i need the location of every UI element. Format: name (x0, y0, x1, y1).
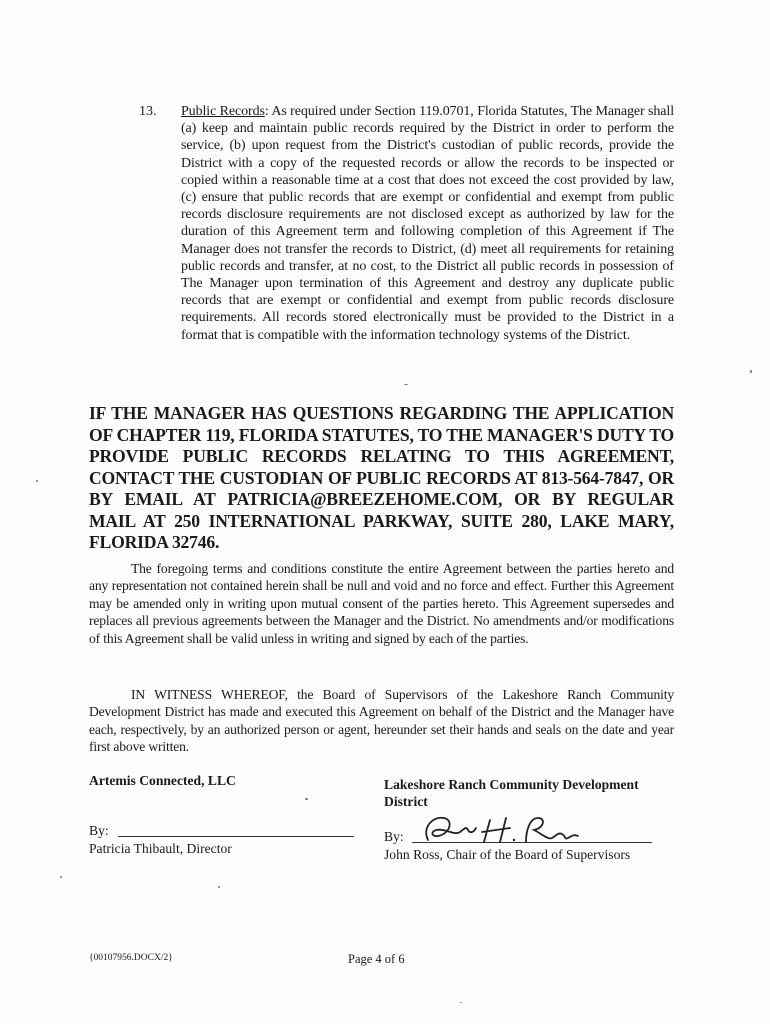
section-number: 13. (139, 104, 157, 119)
left-by-label: By: (89, 823, 109, 838)
right-signer-name: John Ross, Chair of the Board of Supervisors (384, 847, 631, 862)
left-party-name: Artemis Connected, LLC (89, 773, 236, 788)
right-by-label: By: (384, 829, 404, 844)
scan-speck (36, 480, 38, 482)
public-records-section (181, 103, 674, 344)
scan-speck (404, 384, 408, 385)
witness-paragraph: IN WITNESS WHEREOF, the Board of Supervisors of the Lakeshore Ranch Community Development District has made and executed this Agreement on behalf of the District and the Manager have each, respectively, by an authorized person or agent, hereunder set their hands and seals on the date and year first above written. (89, 687, 674, 755)
left-signature-line (118, 836, 354, 837)
section-body: : As required under Section 119.0701, Florida Statutes, The Manager shall (a) keep and maintain public records required by the District in order to perform the service, (b) upon request from the District's custodian of public records, provide the District with a copy of the requested records or allow the records to be inspected or copied within a reasonable time at a cost that does not exceed the cost provided by law, (c) ensure that public records that are exempt or confidential and exempt from public records disclosure requirements are not disclosed except as authorized by law for the duration of this Agreement term and following completion of this Agreement if The Manager does not transfer the records to District, (d) meet all requirements for retaining public records and transfer, at no cost, to the District all public records in possession of The Manager upon termination of this Agreement and destroy any duplicate public records that are exempt or confidential and exempt from public records disclosure requirements. All records stored electronically must be provided to the District in a format that is compatible with the information technology systems of the District. (181, 104, 674, 343)
page-number: Page 4 of 6 (348, 952, 405, 966)
scan-speck (460, 1002, 462, 1003)
entire-agreement-paragraph: The foregoing terms and conditions constitute the entire Agreement between the parties hereto and any representation not contained herein shall be null and void and no force and effect. Further this Agreement may be amended only in writing upon mutual consent of the parties hereto. This Agreement supersedes and replaces all previous agreements between the Manager and the District. No amendments and/or modifications of this Agreement shall be valid unless in writing and signed by each of the parties. (89, 561, 674, 646)
scan-speck (305, 798, 308, 800)
scan-speck (750, 370, 752, 373)
scan-speck (60, 876, 62, 878)
right-party-name: Lakeshore Ranch Community Development District (384, 777, 639, 809)
public-records-notice: IF THE MANAGER HAS QUESTIONS REGARDING THE APPLICATION OF CHAPTER 119, FLORIDA STATUTES, TO THE MANAGER'S DUTY TO PROVIDE PUBLIC RECORDS RELATING TO THIS AGREEMENT, CONTACT THE CUSTODIAN OF PUBLIC RECORDS AT 813-564-7847, OR BY EMAIL AT PATRICIA@BREEZEHOME.COM, OR BY REGULAR MAIL AT 250 INTERNATIONAL PARKWAY, SUITE 280, LAKE MARY, FLORIDA 32746. (89, 403, 674, 552)
scan-speck (218, 886, 220, 888)
section-heading: Public Records (181, 104, 265, 119)
document-id: {00107956.DOCX/2} (89, 953, 173, 963)
left-signer-name: Patricia Thibault, Director (89, 841, 232, 856)
